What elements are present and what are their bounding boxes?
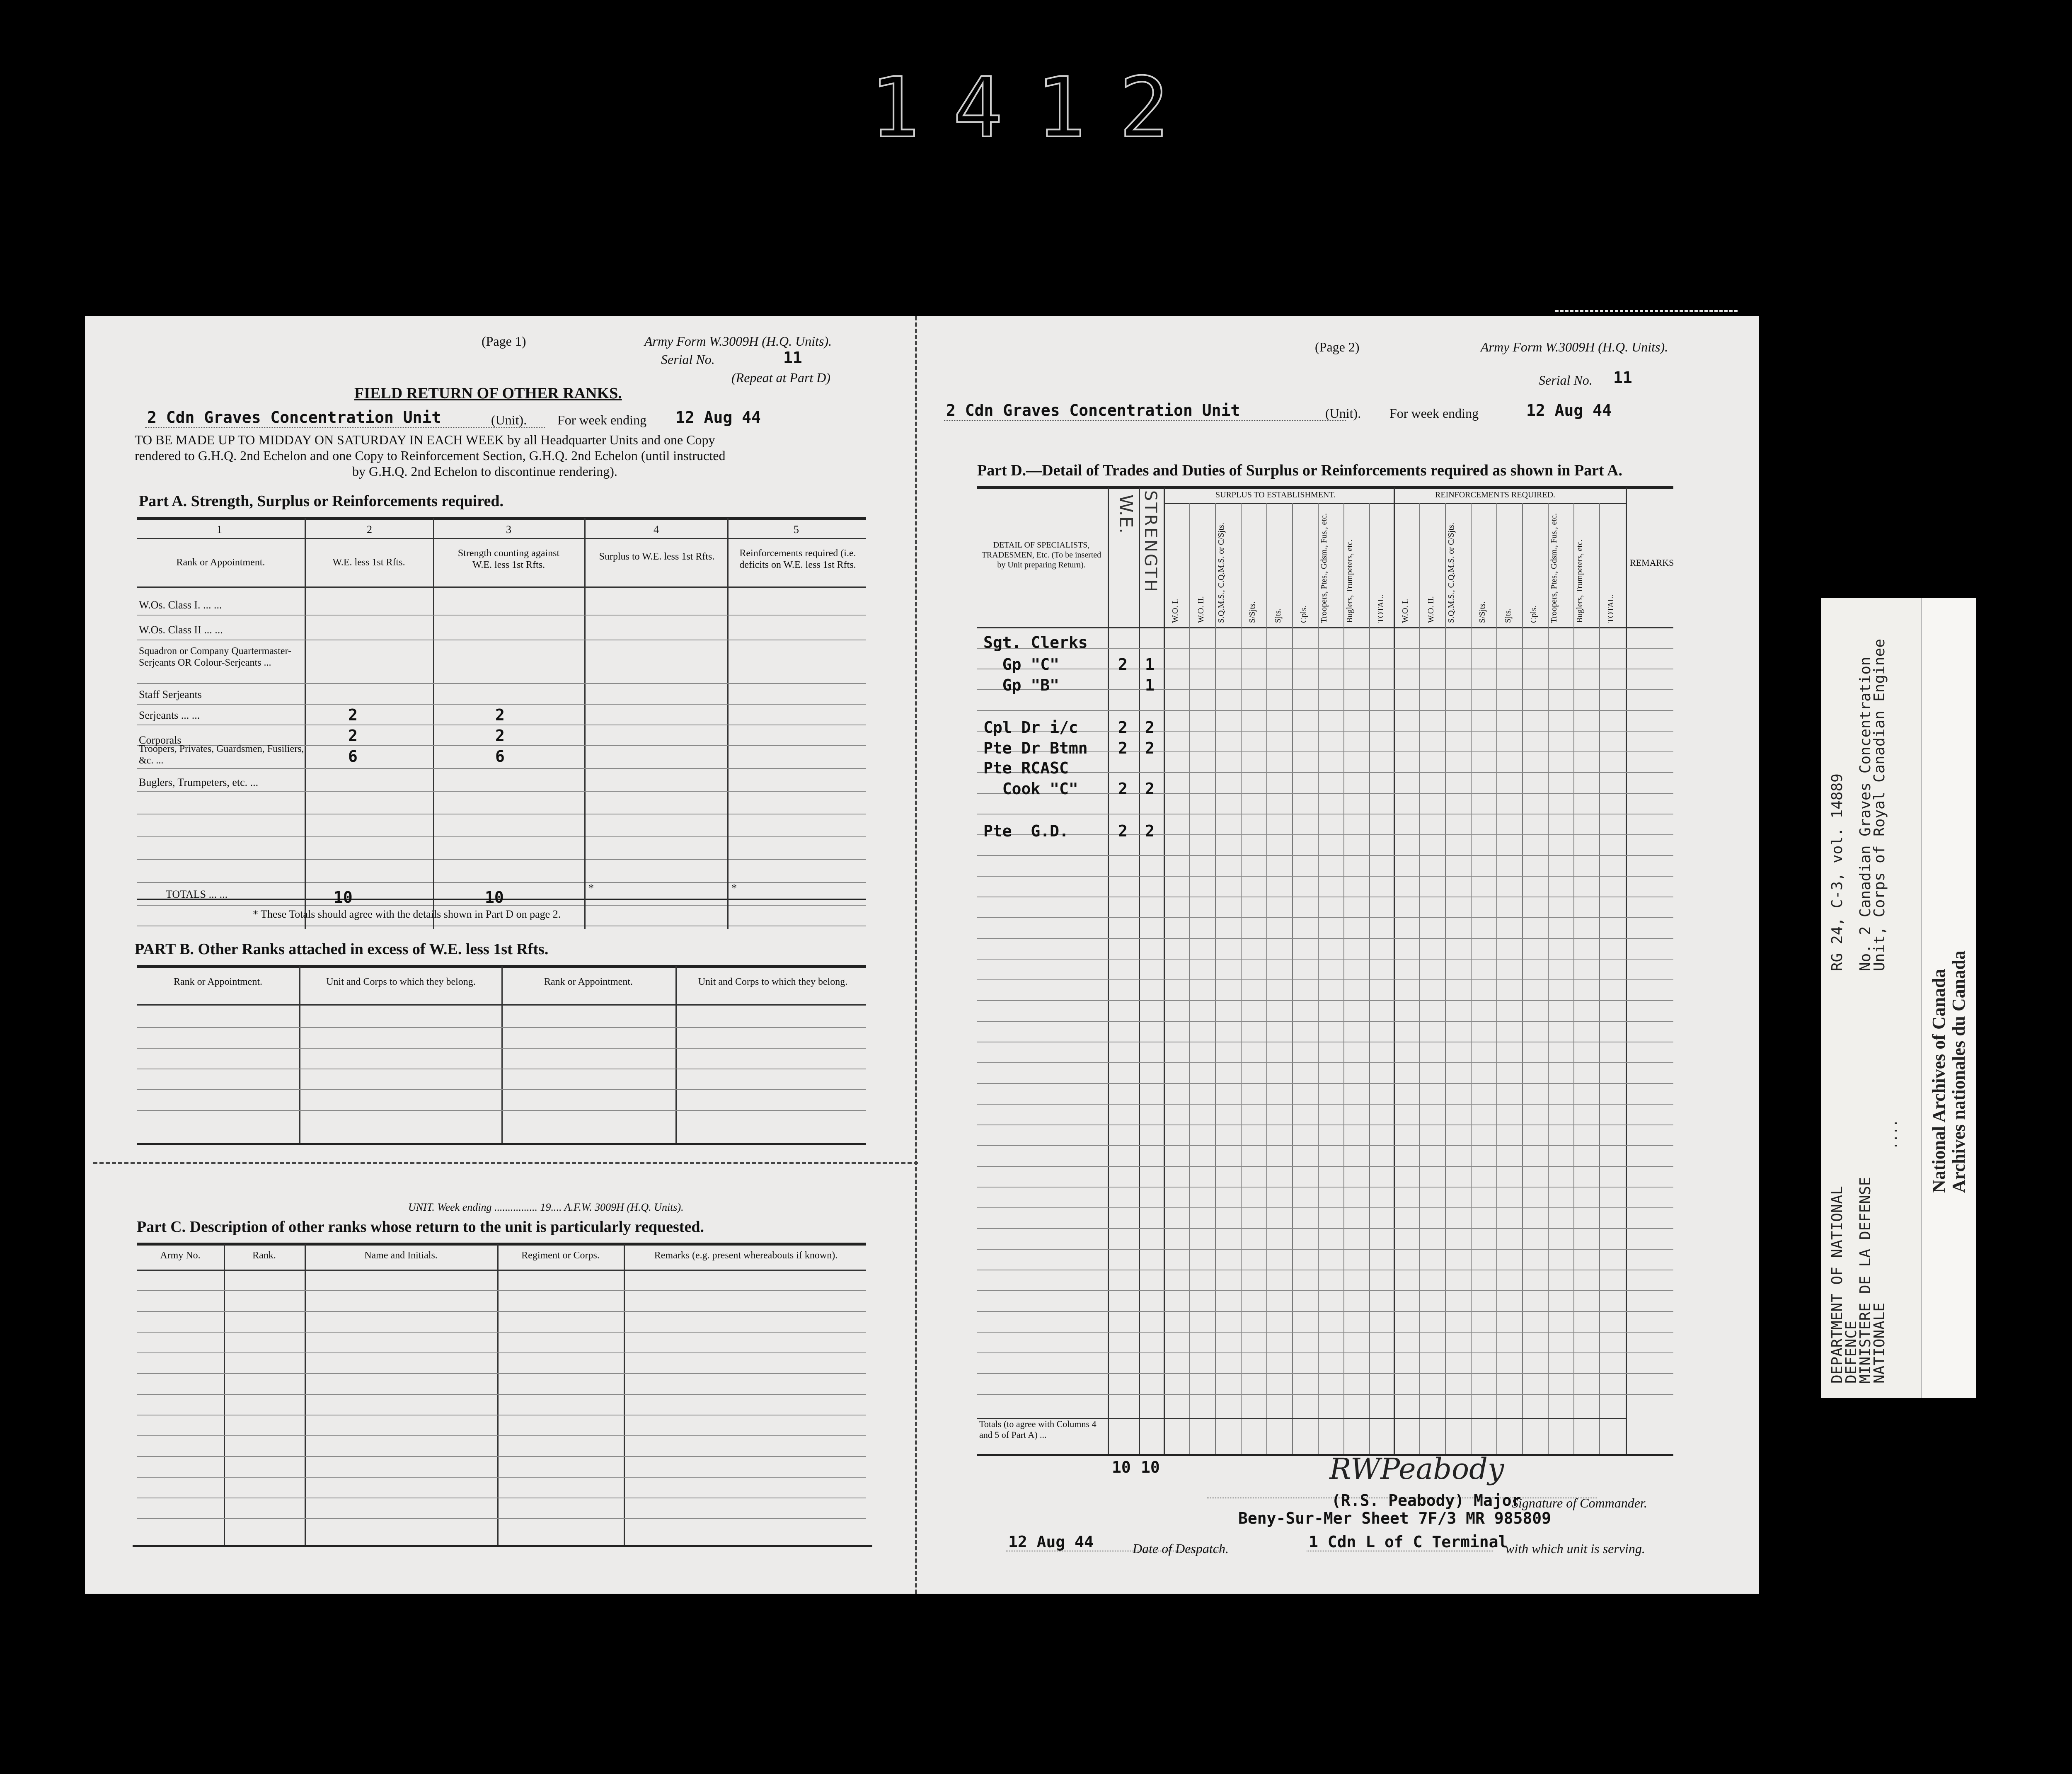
rule-line xyxy=(977,876,1673,877)
rule-line xyxy=(977,1228,1673,1229)
form-name: Army Form W.3009H (H.Q. Units). xyxy=(1481,339,1668,354)
col-header: Regiment or Corps. xyxy=(521,1250,600,1261)
frame-digit: 4 xyxy=(953,59,1011,156)
col-header: Surplus to W.E. less 1st Rfts. xyxy=(599,551,715,562)
rule-line xyxy=(977,1145,1673,1146)
col-header: Reinforcements required (i.e. deficits on W.E. less 1st Rfts. xyxy=(739,548,856,570)
rank-label: Corporals xyxy=(139,734,182,746)
tear-off-line: UNIT. Week ending ................ 19.... A.F.W. 3009H (H.Q. Units). xyxy=(408,1201,684,1213)
we-value: 2 xyxy=(1118,739,1128,757)
sub-col-header: Cpls. xyxy=(1299,606,1308,623)
archive-label xyxy=(1821,598,1975,1398)
part-a-footnote: * These Totals should agree with the details shown in Part D on page 2. xyxy=(253,908,561,920)
rule-line xyxy=(977,1394,1673,1395)
col-header: Strength counting against W.E. less 1st Rfts. xyxy=(457,548,560,570)
we-value: 2 xyxy=(1118,780,1128,798)
despatch-date: 12 Aug 44 xyxy=(1008,1533,1094,1551)
detail-entry: Gp "C" xyxy=(983,655,1060,674)
archive-line: MINISTERE DE LA DEFENSE xyxy=(1857,1177,1874,1384)
instruction-line: by G.H.Q. 2nd Echelon to discontinue rendering). xyxy=(352,464,617,479)
col-number: 3 xyxy=(506,523,511,536)
week-label: For week ending xyxy=(1389,406,1479,421)
frame-number xyxy=(870,59,1177,156)
sub-col-header: W.O. II. xyxy=(1426,596,1435,623)
surplus-header: SURPLUS TO ESTABLISHMENT. xyxy=(1215,490,1336,499)
serial-label: Serial No. xyxy=(661,352,715,367)
frame-digit: 1 xyxy=(1036,59,1094,156)
archive-name-fr: Archives nationales du Canada xyxy=(1949,950,1969,1193)
rule-line xyxy=(977,1332,1673,1333)
col-number: 4 xyxy=(654,523,659,536)
detail-entry: Gp "B" xyxy=(983,676,1060,694)
instruction-line: rendered to G.H.Q. 2nd Echelon and one Copy to Reinforcement Section, G.H.Q. 2nd Echelon (until instructed xyxy=(135,448,726,463)
rule-line xyxy=(977,917,1673,918)
we-value: 2 xyxy=(1118,718,1128,737)
serial-value: 11 xyxy=(783,349,802,367)
rule-line xyxy=(977,979,1673,980)
col-header: W.E. less 1st Rfts. xyxy=(332,557,405,568)
rank-label: W.Os. Class II ... ... xyxy=(139,624,223,636)
totals-strength: 10 xyxy=(1141,1458,1160,1476)
totals-strength: 10 xyxy=(485,888,504,906)
sub-col-header: S/Sjts. xyxy=(1248,601,1257,623)
rule-line xyxy=(977,772,1673,773)
part-c-heading: Part C. Description of other ranks whose return to the unit is particularly requested. xyxy=(137,1218,704,1236)
unit-value: 2 Cdn Graves Concentration Unit xyxy=(946,401,1240,419)
detail-entry: Pte RCASC xyxy=(983,759,1069,777)
col-header: Rank or Appointment. xyxy=(544,977,633,987)
commander-label: Signature of Commander. xyxy=(1512,1495,1647,1510)
rule-line xyxy=(977,731,1673,732)
we-value: 2 xyxy=(1118,655,1128,674)
sub-col-header: Sjts. xyxy=(1273,608,1283,623)
archive-name-en: National Archives of Canada xyxy=(1929,969,1949,1193)
form-title: FIELD RETURN OF OTHER RANKS. xyxy=(354,385,622,402)
archive-line: No. 2 Canadian Graves Concentration xyxy=(1857,657,1874,971)
rule-line xyxy=(977,1000,1673,1001)
sub-col-header: Cpls. xyxy=(1529,606,1538,623)
rule-line xyxy=(977,710,1673,711)
rank-label: W.Os. Class I. ... ... xyxy=(139,599,222,611)
we-value: 2 xyxy=(1118,822,1128,840)
archive-line: NATIONALE xyxy=(1871,1302,1888,1384)
rule-line xyxy=(977,959,1673,960)
detail-entry: Cpl Dr i/c xyxy=(983,718,1078,737)
page-1 xyxy=(85,316,915,1594)
totals-label: Totals (to agree with Columns 4 and 5 of Part A) ... xyxy=(979,1419,1097,1440)
rule-line xyxy=(977,1104,1673,1105)
strength-value: 1 xyxy=(1145,655,1155,674)
sub-col-header: TOTAL. xyxy=(1376,594,1385,623)
instruction-line: TO BE MADE UP TO MIDDAY ON SATURDAY IN EACH WEEK by all Headquarter Units and one Copy xyxy=(135,432,715,447)
part-d-heading: Part D.—Detail of Trades and Duties of Surplus or Reinforcements required as shown in Part A. xyxy=(977,462,1622,479)
rule-line xyxy=(977,1187,1673,1188)
strength-value: 2 xyxy=(1145,822,1155,840)
col-header: Unit and Corps to which they belong. xyxy=(698,977,848,987)
despatch-label: Date of Despatch. xyxy=(1133,1541,1229,1556)
rule-line xyxy=(977,938,1673,939)
repeat-note: (Repeat at Part D) xyxy=(731,370,831,385)
sub-col-header: Buglers, Trumpeters, etc. xyxy=(1575,539,1584,623)
detail-entry: Sgt. Clerks xyxy=(983,633,1088,652)
rule-line xyxy=(977,1290,1673,1291)
commander-name: (R.S. Peabody) Major xyxy=(1331,1491,1521,1510)
rule-line xyxy=(977,1352,1673,1353)
week-label: For week ending xyxy=(557,412,647,427)
we-value: 6 xyxy=(348,747,358,766)
detail-entry: Pte Dr Btmn xyxy=(983,739,1088,757)
strength-value: 2 xyxy=(1145,739,1155,757)
col-header: Rank or Appointment. xyxy=(174,977,262,987)
strength-handwritten-header: STRENGTH xyxy=(1141,490,1160,594)
totals-label: TOTALS ... ... xyxy=(166,888,228,900)
we-value: 2 xyxy=(348,727,358,745)
sub-col-header: TOTAL. xyxy=(1606,594,1615,623)
location-entry: Beny-Sur-Mer Sheet 7F/3 MR 985809 xyxy=(1238,1509,1551,1527)
detail-header: DETAIL OF SPECIALISTS, TRADESMEN, Etc. (To be inserted by Unit preparing Return). xyxy=(981,540,1101,570)
sub-col-header: S/Sjts. xyxy=(1478,601,1487,623)
col-header: Rank. xyxy=(252,1250,276,1261)
rule-line xyxy=(977,1249,1673,1250)
archive-line: RG 24, C-3, vol. 14889 xyxy=(1829,773,1846,971)
strength-value: 1 xyxy=(1145,676,1155,694)
rule-line xyxy=(977,1062,1673,1063)
serial-value: 11 xyxy=(1613,368,1632,387)
detail-entry: Pte G.D. xyxy=(983,822,1069,840)
col-header: Rank or Appointment. xyxy=(176,557,265,568)
sub-col-header: S.Q.M.S., C.Q.M.S. or C/Sjts. xyxy=(1447,523,1456,623)
remarks-header: REMARKS xyxy=(1630,557,1674,568)
week-value: 12 Aug 44 xyxy=(675,408,761,427)
col-header: Unit and Corps to which they belong. xyxy=(326,977,476,987)
totals-we: 10 xyxy=(1112,1458,1131,1476)
serial-label: Serial No. xyxy=(1539,373,1593,388)
totals-asterisk: * xyxy=(731,882,737,894)
col-header: Remarks (e.g. present whereabouts if known). xyxy=(654,1250,838,1261)
rank-label: Staff Serjeants xyxy=(139,688,202,700)
week-value: 12 Aug 44 xyxy=(1526,401,1612,419)
sub-col-header: W.O. I. xyxy=(1171,599,1180,623)
rank-label: Buglers, Trumpeters, etc. ... xyxy=(139,776,259,788)
sub-col-header: Troopers, Ptes., Gdsm., Fus., etc. xyxy=(1549,513,1559,623)
we-value: 2 xyxy=(348,706,358,724)
page-2 xyxy=(917,316,1759,1594)
col-number: 2 xyxy=(367,523,372,536)
unit-label: (Unit). xyxy=(1325,406,1361,421)
page-label: (Page 1) xyxy=(482,334,526,349)
form-name: Army Form W.3009H (H.Q. Units). xyxy=(644,334,832,349)
col-header: Name and Initials. xyxy=(364,1250,438,1261)
commander-signature: RWPeabody xyxy=(1329,1452,1504,1486)
archive-line: DEPARTMENT OF NATIONAL xyxy=(1829,1186,1846,1384)
page-label: (Page 2) xyxy=(1315,339,1360,354)
formation-entry: 1 Cdn L of C Terminal xyxy=(1309,1533,1508,1551)
reinforcements-header: REINFORCEMENTS REQUIRED. xyxy=(1435,490,1556,499)
detail-entry: Cook "C" xyxy=(983,780,1078,798)
rule-line xyxy=(977,1021,1673,1022)
sub-col-header: Troopers, Ptes., Gdsm., Fus., etc. xyxy=(1319,513,1329,623)
strength-value: 2 xyxy=(495,706,505,724)
rule-line xyxy=(977,1207,1673,1208)
rule-line xyxy=(977,1373,1673,1374)
rule-line xyxy=(977,834,1673,835)
unit-value: 2 Cdn Graves Concentration Unit xyxy=(147,408,441,427)
sub-col-header: W.O. I. xyxy=(1401,599,1410,623)
rule-line xyxy=(977,793,1673,794)
col-number: 5 xyxy=(794,523,799,536)
part-a-heading: Part A. Strength, Surplus or Reinforcements required. xyxy=(139,492,503,510)
strength-value: 2 xyxy=(1145,718,1155,737)
col-number: 1 xyxy=(217,523,222,536)
formation-label: with which unit is serving. xyxy=(1506,1541,1645,1556)
col-header: Army No. xyxy=(160,1250,201,1261)
rule-line xyxy=(977,1311,1673,1312)
rank-label: Troopers, Privates, Guardsmen, Fusiliers, &c. ... xyxy=(139,744,304,766)
sub-col-header: S.Q.M.S., C.Q.M.S. or C/Sjts. xyxy=(1217,523,1226,623)
totals-we: 10 xyxy=(334,888,353,906)
rank-label: Serjeants ... ... xyxy=(139,709,200,721)
sub-col-header: Buglers, Trumpeters, etc. xyxy=(1345,539,1354,623)
rule-line xyxy=(977,689,1673,690)
rank-label: Squadron or Company Quartermaster-Serjeants OR Colour-Serjeants ... xyxy=(139,646,292,668)
sub-col-header: Sjts. xyxy=(1503,608,1513,623)
we-handwritten-header: W.E. xyxy=(1115,494,1136,534)
strength-value: 2 xyxy=(1145,780,1155,798)
unit-label: (Unit). xyxy=(491,412,527,427)
strength-value: 6 xyxy=(495,747,505,766)
frame-digit: 2 xyxy=(1119,59,1177,156)
part-b-heading: PART B. Other Ranks attached in excess of W.E. less 1st Rfts. xyxy=(135,940,549,958)
sub-col-header: W.O. II. xyxy=(1196,596,1205,623)
frame-digit: 1 xyxy=(870,59,928,156)
archive-line: DEFENCE xyxy=(1843,1321,1860,1384)
strength-value: 2 xyxy=(495,727,505,745)
rule-line xyxy=(977,1083,1673,1084)
archive-dots: .... xyxy=(1886,1119,1900,1149)
totals-asterisk: * xyxy=(588,882,594,894)
archive-line: Unit, Corps of Royal Canadian Enginee xyxy=(1871,639,1888,971)
rule-line xyxy=(977,1166,1673,1167)
rule-line xyxy=(977,855,1673,856)
